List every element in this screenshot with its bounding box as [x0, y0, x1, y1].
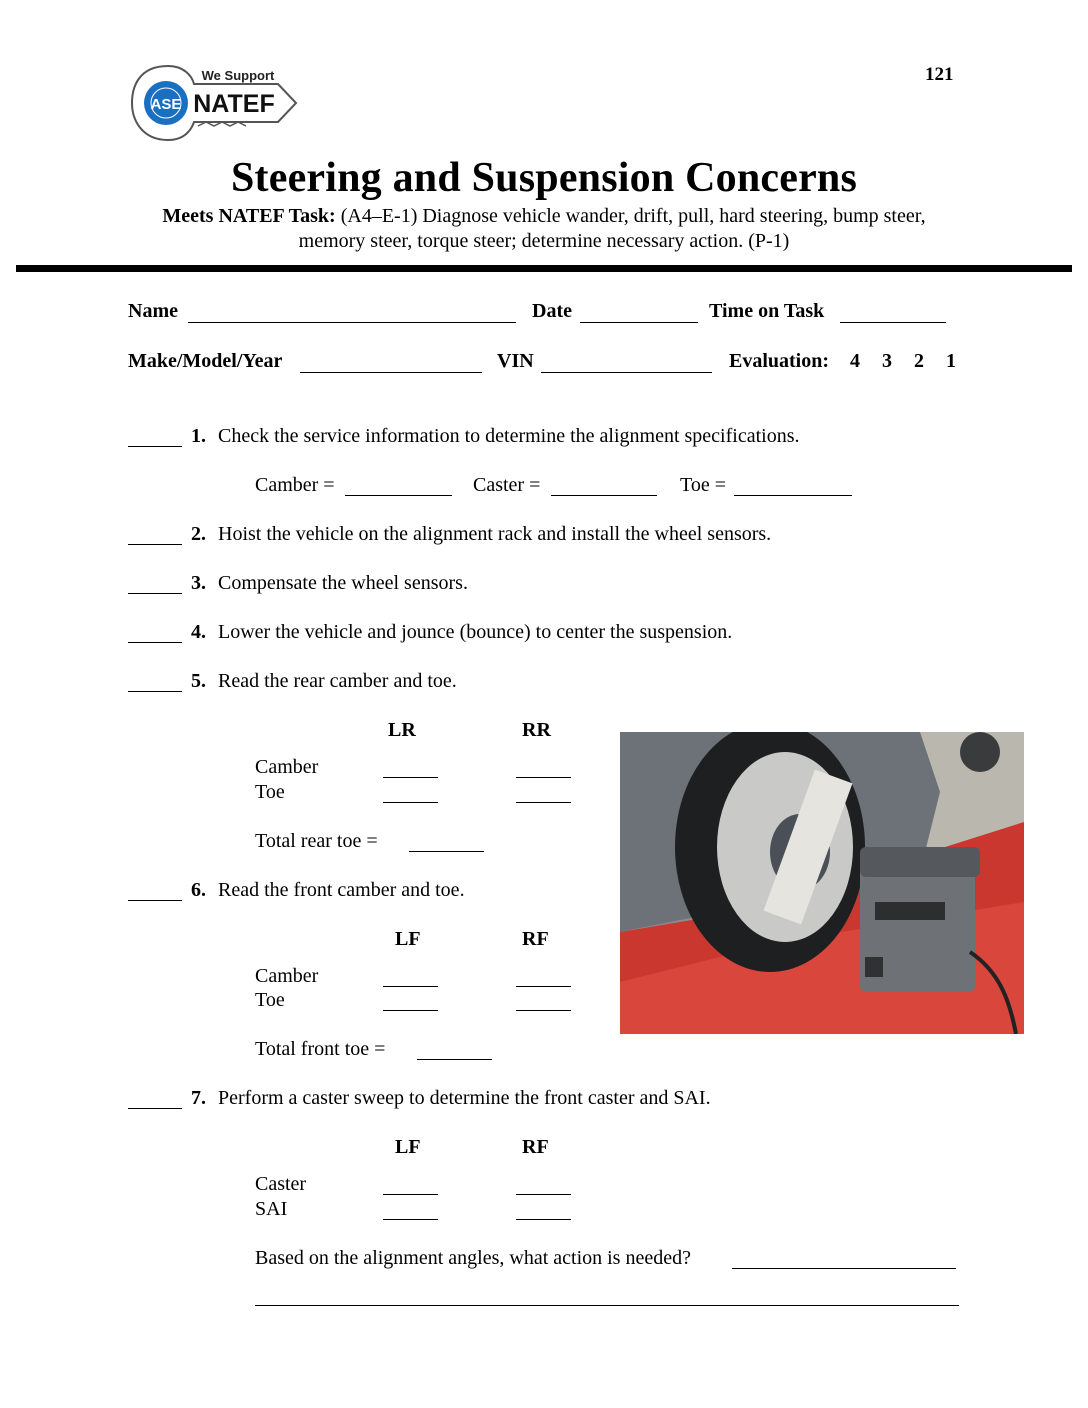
spec-toe-label: Toe = [680, 474, 726, 496]
rf-caster-field[interactable] [516, 1194, 571, 1195]
task-text-line2: memory steer, torque steer; determine necessary action. (P-1) [298, 230, 790, 252]
lr-toe-field[interactable] [383, 802, 438, 803]
spec-caster-field[interactable] [551, 495, 657, 496]
rear-row-camber: Camber [255, 756, 319, 778]
evaluation-label: Evaluation: [729, 350, 830, 372]
rf-sai-field[interactable] [516, 1219, 571, 1220]
name-field[interactable] [188, 322, 516, 323]
spec-toe-field[interactable] [734, 495, 852, 496]
step-6-text: Read the front camber and toe. [218, 879, 465, 901]
lf-sai-field[interactable] [383, 1219, 438, 1220]
total-rear-toe-field[interactable] [409, 851, 484, 852]
date-label: Date [532, 300, 572, 322]
rear-col-rr: RR [522, 719, 551, 741]
alignment-photo-icon [620, 732, 1024, 1034]
spec-caster-label: Caster = [473, 474, 541, 496]
action-answer-field-1[interactable] [732, 1268, 956, 1269]
date-field[interactable] [580, 322, 698, 323]
name-label: Name [128, 300, 178, 322]
step-1-number: 1. [191, 425, 206, 447]
step-7-number: 7. [191, 1087, 206, 1109]
vin-field[interactable] [541, 372, 712, 373]
svg-text:We Support: We Support [201, 68, 275, 83]
front-col-lf: LF [395, 928, 421, 950]
rr-camber-field[interactable] [516, 777, 571, 778]
evaluation-option-1[interactable]: 1 [946, 350, 956, 372]
step-7-text: Perform a caster sweep to determine the front caster and SAI. [218, 1087, 711, 1109]
task-label: Meets NATEF Task: [162, 205, 336, 227]
svg-text:NATEF: NATEF [193, 90, 275, 118]
step-2-check-blank[interactable] [128, 544, 182, 545]
step-1-check-blank[interactable] [128, 446, 182, 447]
front-col-rf: RF [522, 928, 549, 950]
action-answer-field-2[interactable] [255, 1305, 959, 1306]
lr-camber-field[interactable] [383, 777, 438, 778]
lf-caster-field[interactable] [383, 1194, 438, 1195]
evaluation-option-4[interactable]: 4 [850, 350, 860, 372]
svg-text:ASE: ASE [150, 96, 182, 113]
step-4-number: 4. [191, 621, 206, 643]
front-row-camber: Camber [255, 965, 319, 987]
step-6-check-blank[interactable] [128, 900, 182, 901]
caster-row-caster: Caster [255, 1173, 307, 1195]
task-description [110, 204, 978, 254]
rf-camber-field[interactable] [516, 986, 571, 987]
total-front-toe-field[interactable] [417, 1059, 492, 1060]
header-divider [16, 265, 1072, 272]
step-7-check-blank[interactable] [128, 1108, 182, 1109]
step-5-check-blank[interactable] [128, 691, 182, 692]
action-question: Based on the alignment angles, what action is needed? [255, 1247, 691, 1269]
step-3-text: Compensate the wheel sensors. [218, 572, 468, 594]
step-3-number: 3. [191, 572, 206, 594]
rear-col-lr: LR [388, 719, 416, 741]
page-number: 121 [925, 64, 954, 85]
vin-label: VIN [497, 350, 534, 372]
rr-toe-field[interactable] [516, 802, 571, 803]
step-2-text: Hoist the vehicle on the alignment rack and install the wheel sensors. [218, 523, 772, 545]
step-3-check-blank[interactable] [128, 593, 182, 594]
step-4-text: Lower the vehicle and jounce (bounce) to center the suspension. [218, 621, 733, 643]
make-model-year-label: Make/Model/Year [128, 350, 283, 372]
evaluation-option-2[interactable]: 2 [914, 350, 924, 372]
step-2-number: 2. [191, 523, 206, 545]
step-5-text: Read the rear camber and toe. [218, 670, 457, 692]
caster-col-rf: RF [522, 1136, 549, 1158]
caster-col-lf: LF [395, 1136, 421, 1158]
caster-row-sai: SAI [255, 1198, 288, 1220]
front-row-toe: Toe [255, 989, 285, 1011]
spec-camber-field[interactable] [345, 495, 452, 496]
lf-camber-field[interactable] [383, 986, 438, 987]
step-6-number: 6. [191, 879, 206, 901]
rf-toe-field[interactable] [516, 1010, 571, 1011]
step-1-text: Check the service information to determine the alignment specifications. [218, 425, 800, 447]
page-title: Steering and Suspension Concerns [230, 155, 858, 201]
rear-row-toe: Toe [255, 781, 285, 803]
step-4-check-blank[interactable] [128, 642, 182, 643]
evaluation-option-3[interactable]: 3 [882, 350, 892, 372]
key-logo-icon [128, 58, 306, 148]
lf-toe-field[interactable] [383, 1010, 438, 1011]
time-on-task-field[interactable] [840, 322, 946, 323]
ase-natef-logo [128, 58, 306, 148]
step-5-number: 5. [191, 670, 206, 692]
spec-camber-label: Camber = [255, 474, 335, 496]
task-text-line1: (A4–E-1) Diagnose vehicle wander, drift, pull, hard steering, bump steer, [340, 205, 926, 227]
time-on-task-label: Time on Task [709, 300, 825, 322]
make-model-year-field[interactable] [300, 372, 482, 373]
alignment-photo [620, 732, 1024, 1034]
total-rear-toe-label: Total rear toe = [255, 830, 378, 852]
total-front-toe-label: Total front toe = [255, 1038, 386, 1060]
